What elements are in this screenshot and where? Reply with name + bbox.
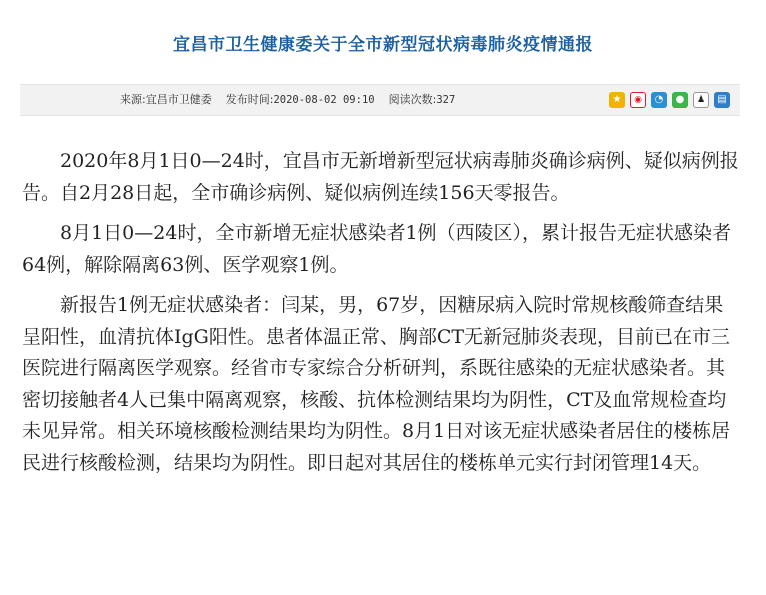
source-label: 来源: (120, 93, 146, 106)
views-label: 阅读次数: (388, 93, 437, 106)
wechat-icon[interactable]: ● (672, 92, 688, 108)
source-value: 宜昌市卫健委 (145, 93, 212, 106)
print-icon[interactable]: ▤ (714, 92, 730, 108)
views-value: 327 (436, 94, 456, 106)
article-title: 宜昌市卫生健康委关于全市新型冠状病毒肺炎疫情通报 (173, 35, 593, 55)
article-meta-bar (20, 84, 740, 116)
penguin-icon[interactable]: ♟ (693, 92, 709, 108)
share-toolbar (609, 92, 730, 108)
paragraph-2: 8月1日0—24时，全市新增无症状感染者1例（西陵区），累计报告无症状感染者64例，解除隔离63例、医学观察1例。 (22, 222, 732, 276)
qzone-icon[interactable]: ★ (609, 92, 625, 108)
paragraph-3: 新报告1例无症状感染者：闫某，男，67岁，因糖尿病入院时常规核酸筛查结果呈阳性，血清抗体IgG阳性。患者体温正常、胸部CT无新冠肺炎表现，目前已在市三医院进行隔离医学观察。经省市专家综合分析研判，系既往感染的无症状感染者。其密切接触者4人已集中隔离观察，核酸、抗体检测结果均为阴性，CT及血常规检查均未见异常。相关环境核酸检测结果均为阴性。8月1日对该无症状感染者居住的楼栋居民进行核酸检测，结果均为阴性。即日起对其居住的楼栋单元实行封闭管理14天。 (22, 294, 731, 474)
publish-time-value: 2020-08-02 09:10 (273, 94, 375, 106)
paragraph-1: 2020年8月1日0—24时，宜昌市无新增新型冠状病毒肺炎确诊病例、疑似病例报告。自2月28日起，全市确诊病例、疑似病例连续156天零报告。 (22, 150, 739, 204)
publish-time-label: 发布时间: (225, 93, 274, 106)
qq-icon[interactable]: ◔ (651, 92, 667, 108)
weibo-icon[interactable]: ◉ (630, 92, 646, 108)
article-body (22, 146, 742, 488)
article-meta (120, 85, 455, 115)
